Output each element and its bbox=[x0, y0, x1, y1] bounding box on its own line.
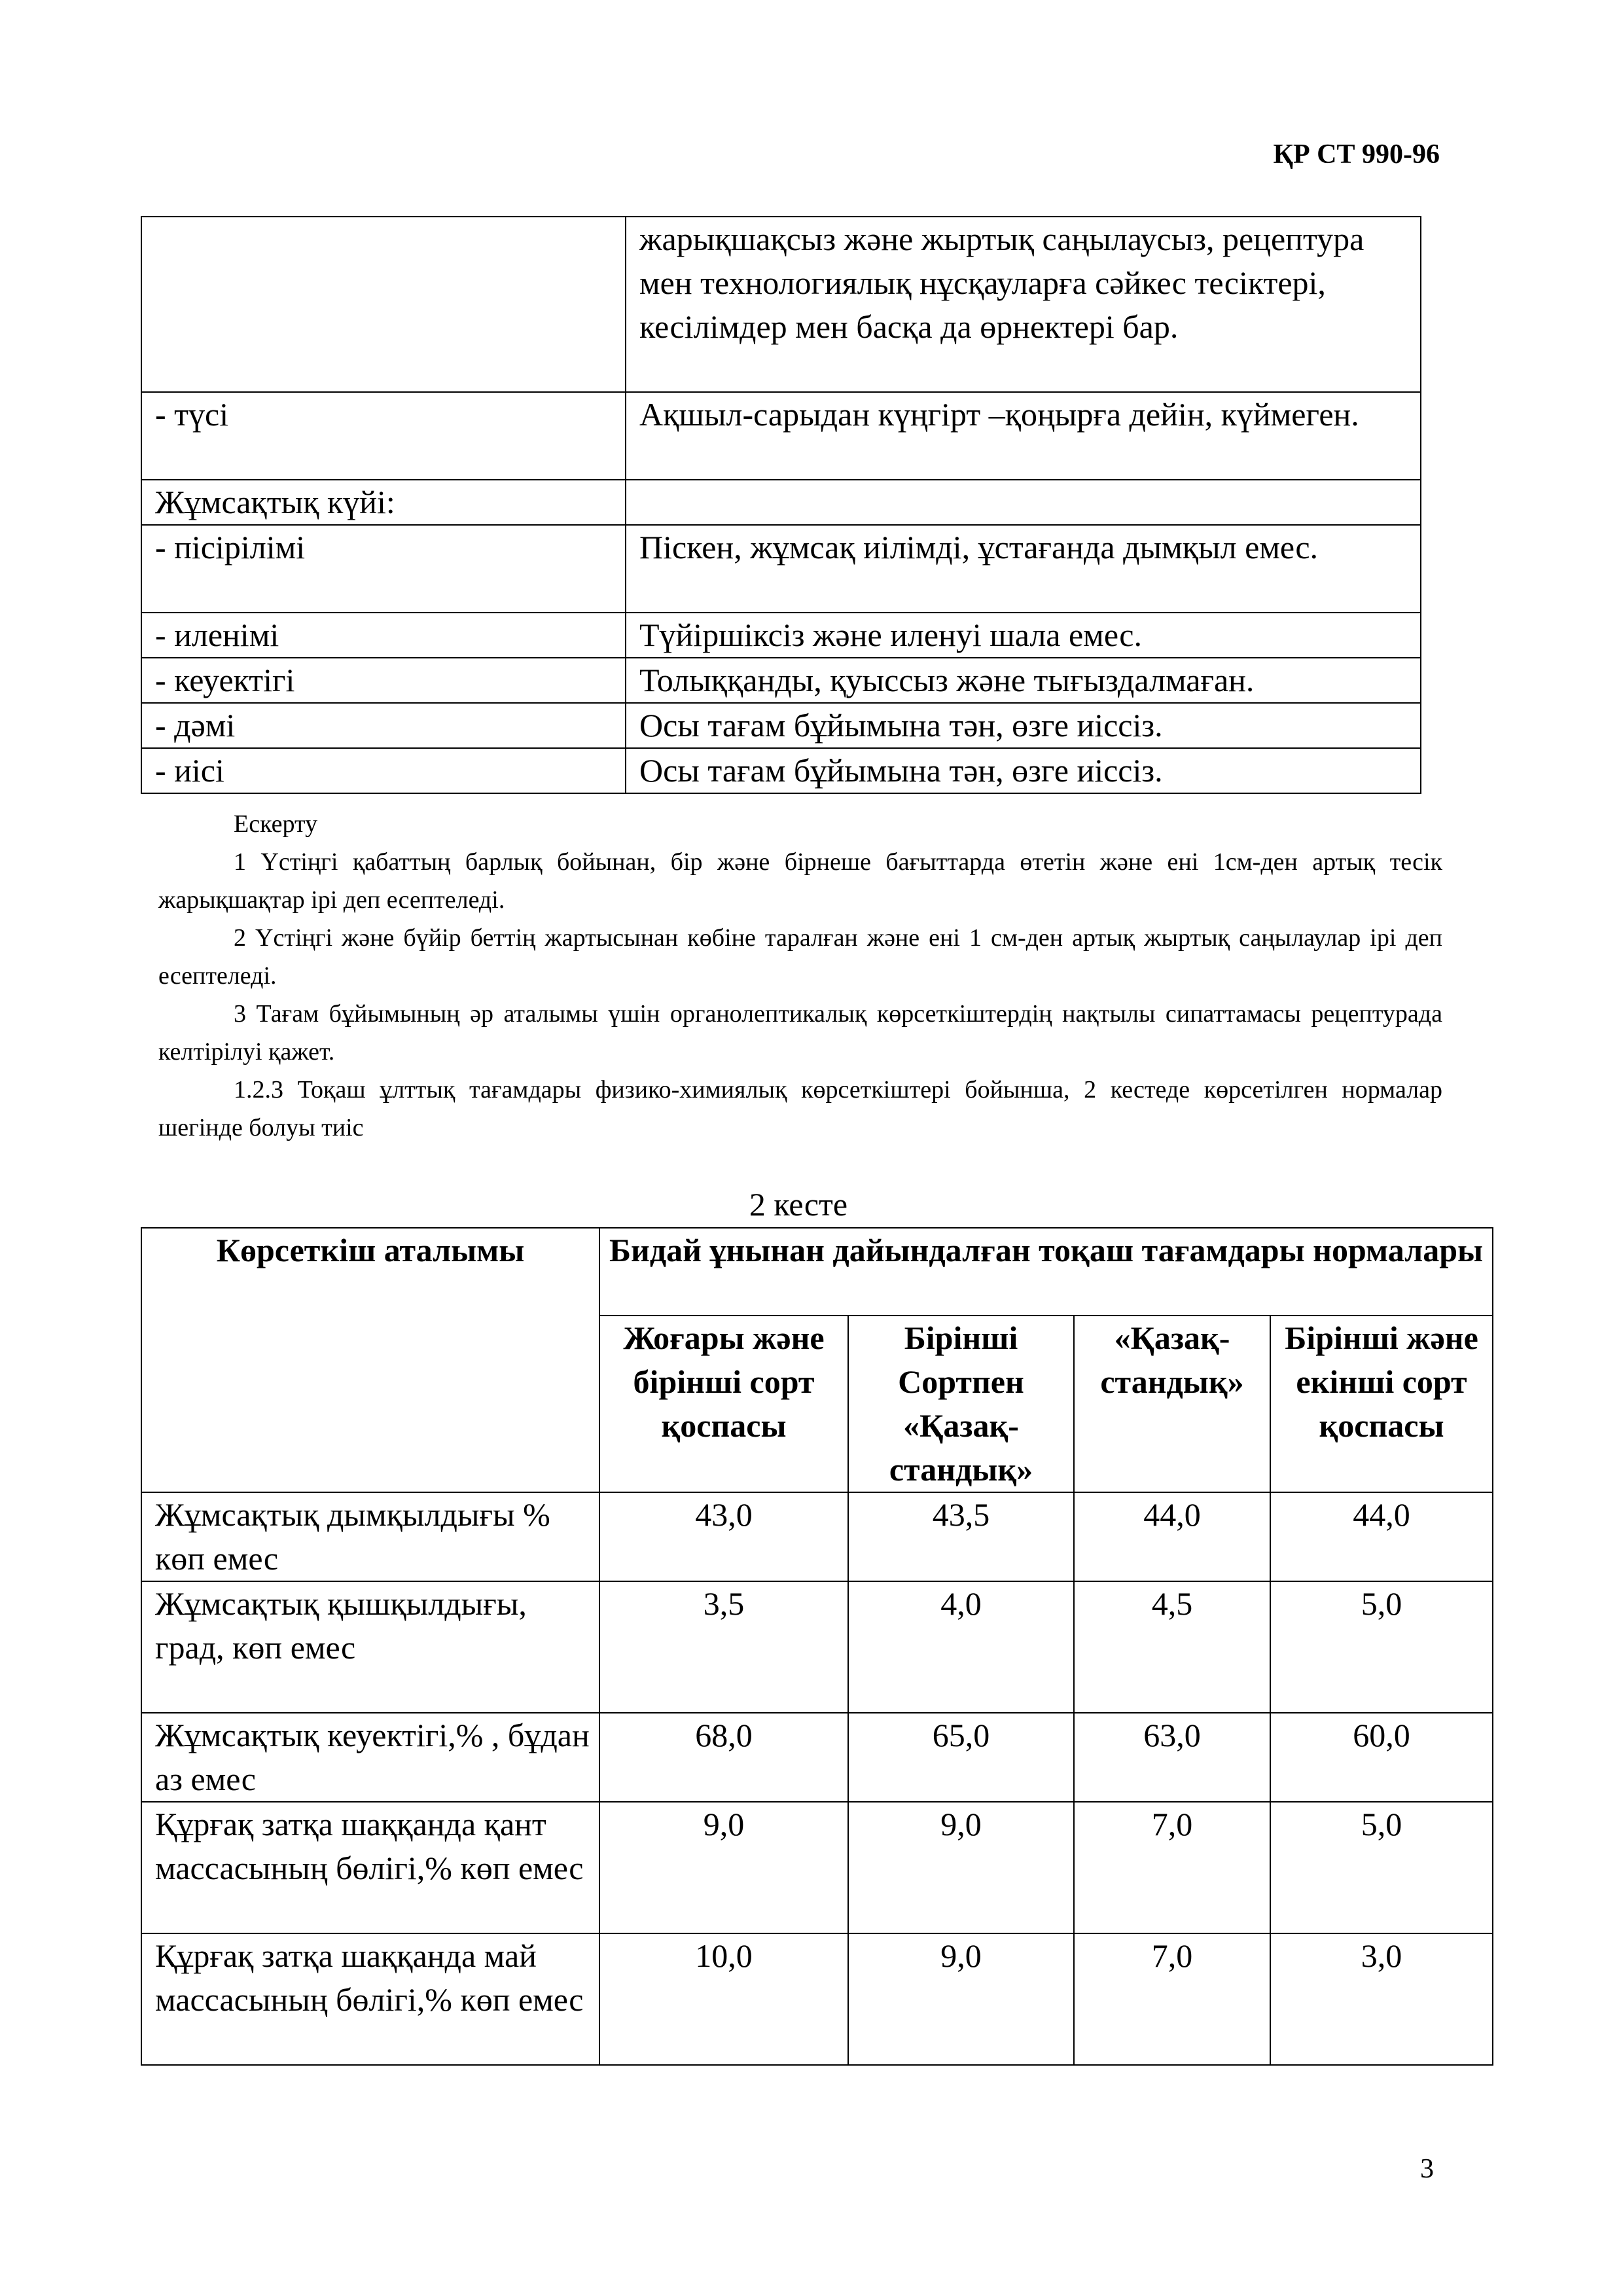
notes-block bbox=[158, 805, 1442, 1147]
cell-value: 4,5 bbox=[1074, 1581, 1270, 1713]
row-value: Осы тағам бұйымына тән, өзге иіссіз. bbox=[626, 703, 1421, 748]
row-label: - кеуектігі bbox=[141, 658, 626, 703]
row-label bbox=[141, 217, 626, 392]
organoleptic-table bbox=[141, 216, 1421, 794]
row-value: Толыққанды, қуыссыз және тығыздалмаған. bbox=[626, 658, 1421, 703]
cell-value: 65,0 bbox=[848, 1713, 1074, 1802]
cell-value: 9,0 bbox=[599, 1802, 848, 1933]
row-label: Жұмсақтық дымқылдығы % көп емес bbox=[141, 1492, 599, 1581]
cell-value: 43,0 bbox=[599, 1492, 848, 1581]
row-label: Жұмсақтық күйі: bbox=[141, 480, 626, 525]
table-row bbox=[141, 1492, 1493, 1581]
row-value: Осы тағам бұйымына тән, өзге иіссіз. bbox=[626, 748, 1421, 793]
table-header-row bbox=[141, 1228, 1493, 1316]
table-row bbox=[141, 217, 1421, 392]
table-caption: 2 кесте bbox=[749, 1186, 848, 1223]
table-row bbox=[141, 1713, 1493, 1802]
column-header: «Қазақ-стандық» bbox=[1074, 1316, 1270, 1492]
notes-title: Ескерту bbox=[234, 810, 318, 838]
document-code: ҚР СТ 990-96 bbox=[1273, 139, 1440, 170]
cell-value: 10,0 bbox=[599, 1933, 848, 2065]
table-row bbox=[141, 525, 1421, 613]
cell-value: 68,0 bbox=[599, 1713, 848, 1802]
cell-value: 43,5 bbox=[848, 1492, 1074, 1581]
table-row bbox=[141, 1933, 1493, 2065]
column-header: Жоғары және бірінші сорт қоспасы bbox=[599, 1316, 848, 1492]
table-row bbox=[141, 703, 1421, 748]
header-indicator: Көрсеткіш аталымы bbox=[141, 1228, 599, 1492]
cell-value: 44,0 bbox=[1270, 1492, 1493, 1581]
cell-value: 3,0 bbox=[1270, 1933, 1493, 2065]
cell-value: 5,0 bbox=[1270, 1581, 1493, 1713]
table-row bbox=[141, 613, 1421, 658]
row-label: Құрғақ затқа шаққанда қант массасының бөлігі,% көп емес bbox=[141, 1802, 599, 1933]
physico-chemical-table bbox=[141, 1227, 1493, 2066]
clause-text: 1.2.3 Тоқаш ұлттық тағамдары физико-химиялық көрсеткіштері бойынша, 2 кестеде көрсетілген нормалар шегінде болуы тиіс bbox=[158, 1076, 1442, 1141]
note-item: 2 Үстіңгі және бүйір беттің жартысынан көбіне таралған және ені 1 см-ден артық жыртық саңылаулар ірі деп есептеледі. bbox=[158, 924, 1442, 990]
table-row bbox=[141, 1802, 1493, 1933]
row-label: Құрғақ затқа шаққанда май массасының бөлігі,% көп емес bbox=[141, 1933, 599, 2065]
row-value: Ақшыл-сарыдан күңгірт –қоңырға дейін, күймеген. bbox=[626, 392, 1421, 480]
row-value: жарықшақсыз және жыртық саңылаусыз, рецептура мен технологиялық нұсқауларға сәйкес тесіктері, кесілімдер мен басқа да өрнектері бар. bbox=[626, 217, 1421, 392]
row-label: Жұмсақтық қышқылдығы, град, көп емес bbox=[141, 1581, 599, 1713]
row-value bbox=[626, 480, 1421, 525]
column-header: Бірінші және екінші сорт қоспасы bbox=[1270, 1316, 1493, 1492]
row-label: Жұмсақтық кеуектігі,% , бұдан аз емес bbox=[141, 1713, 599, 1802]
row-label: - иісі bbox=[141, 748, 626, 793]
cell-value: 5,0 bbox=[1270, 1802, 1493, 1933]
row-label: - иленімі bbox=[141, 613, 626, 658]
table-row bbox=[141, 392, 1421, 480]
table-row bbox=[141, 1581, 1493, 1713]
cell-value: 9,0 bbox=[848, 1802, 1074, 1933]
cell-value: 7,0 bbox=[1074, 1802, 1270, 1933]
table-row bbox=[141, 658, 1421, 703]
note-item: 1 Үстіңгі қабаттың барлық бойынан, бір және бірнеше бағыттарда өтетін және ені 1см-ден артық тесік жарықшақтар ірі деп есептеледі. bbox=[158, 848, 1442, 914]
row-value: Түйіршіксіз және иленуі шала емес. bbox=[626, 613, 1421, 658]
table-row bbox=[141, 480, 1421, 525]
row-label: - пісірілімі bbox=[141, 525, 626, 613]
cell-value: 63,0 bbox=[1074, 1713, 1270, 1802]
page-number: 3 bbox=[1420, 2154, 1434, 2184]
header-group: Бидай ұнынан дайындалған тоқаш тағамдары нормалары bbox=[599, 1228, 1493, 1316]
cell-value: 9,0 bbox=[848, 1933, 1074, 2065]
row-value: Піскен, жұмсақ иілімді, ұстағанда дымқыл емес. bbox=[626, 525, 1421, 613]
table-row bbox=[141, 748, 1421, 793]
row-label: - түсі bbox=[141, 392, 626, 480]
cell-value: 44,0 bbox=[1074, 1492, 1270, 1581]
note-item: 3 Тағам бұйымының әр аталымы үшін органолептикалық көрсеткіштердің нақтылы сипаттамасы рецептурада келтірілуі қажет. bbox=[158, 1000, 1442, 1066]
cell-value: 3,5 bbox=[599, 1581, 848, 1713]
column-header: Бірінші Сортпен «Қазақ-стандық» bbox=[848, 1316, 1074, 1492]
cell-value: 4,0 bbox=[848, 1581, 1074, 1713]
cell-value: 7,0 bbox=[1074, 1933, 1270, 2065]
row-label: - дәмі bbox=[141, 703, 626, 748]
cell-value: 60,0 bbox=[1270, 1713, 1493, 1802]
